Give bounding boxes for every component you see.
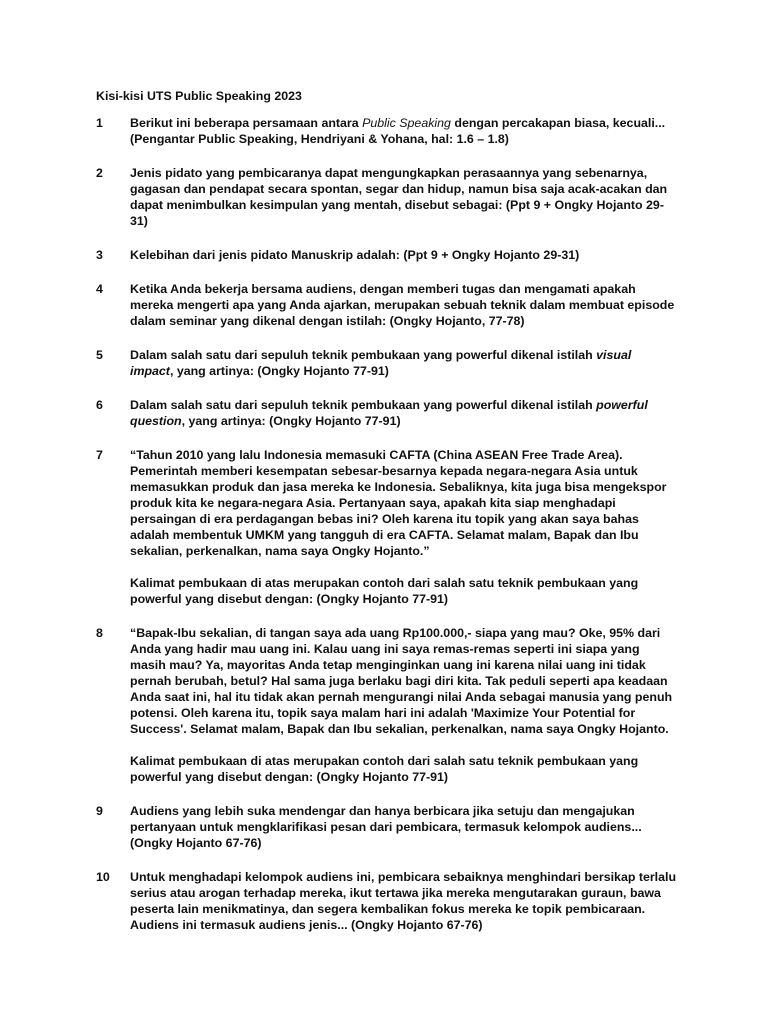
question-italic-term: powerful question xyxy=(130,398,648,428)
question-number: 5 xyxy=(96,348,103,362)
question-quote: “Tahun 2010 yang lalu Indonesia memasuki CAFTA (China ASEAN Free Trade Area). Pemerintah memberi kesempatan sebesar-besarnya kepada negara-negara Asia untuk memasukkan produk dan jasa mereka ke Indonesia. Sebaliknya, kita juga bisa mengekspor produk kita ke negara-negara Asia. Pertanyaan saya, apakah kita siap menghadapi persaingan di era perdagangan bebas ini? Oleh karena itu topik yang akan saya bahas adalah membentuk UMKM yang tangguh di era CAFTA. Selamat malam, Bapak dan Ibu sekalian, perkenalkan, nama saya Ongky Hojanto.” xyxy=(130,448,667,558)
question-number: 9 xyxy=(96,804,103,818)
question-text-part: Dalam salah satu dari sepuluh teknik pembukaan yang powerful dikenal istilah xyxy=(130,398,597,412)
question-item xyxy=(96,247,678,263)
question-number: 8 xyxy=(96,626,103,640)
question-text xyxy=(130,447,678,607)
question-item xyxy=(96,281,678,329)
question-number: 1 xyxy=(96,116,103,130)
question-item xyxy=(96,869,678,933)
question-text-part: Dalam salah satu dari sepuluh teknik pembukaan yang powerful dikenal istilah xyxy=(130,348,597,362)
question-item xyxy=(96,397,678,429)
question-number: 6 xyxy=(96,398,103,412)
question-number: 7 xyxy=(96,448,103,462)
question-text xyxy=(130,625,678,785)
question-number: 2 xyxy=(96,166,103,180)
question-number: 10 xyxy=(96,870,110,884)
document-title: Kisi-kisi UTS Public Speaking 2023 xyxy=(96,89,302,103)
question-number: 3 xyxy=(96,248,103,262)
question-text xyxy=(130,347,678,379)
question-text: Untuk menghadapi kelompok audiens ini, pembicara sebaiknya menghindari bersikap terlalu serius atau arogan terhadap mereka, ikut tertawa jika mereka mengutarakan guraun, bawa peserta lain menikmatinya, dan segera kembalikan fokus mereka ke topik pembicaraan. Audiens ini termasuk audiens jenis... (Ongky Hojanto 67-76) xyxy=(130,870,677,932)
question-item xyxy=(96,447,678,607)
question-text xyxy=(130,115,678,147)
question-text-part: , yang artinya: (Ongky Hojanto 77-91) xyxy=(181,414,401,428)
question-italic-term: visual impact xyxy=(130,348,632,378)
question-item xyxy=(96,115,678,147)
question-prompt: Kalimat pembukaan di atas merupakan contoh dari salah satu teknik pembukaan yang powerful yang disebut dengan: (Ongky Hojanto 77-91) xyxy=(130,754,639,784)
question-item xyxy=(96,803,678,851)
question-item xyxy=(96,347,678,379)
question-italic-term: Public Speaking xyxy=(362,116,451,130)
question-text: Kelebihan dari jenis pidato Manuskrip adalah: (Ppt 9 + Ongky Hojanto 29-31) xyxy=(130,248,580,262)
question-text-part: dengan percakapan biasa, kecuali... (Pengantar Public Speaking, Hendriyani & Yohana, hal: 1.6 – 1.8) xyxy=(130,116,666,146)
question-text: Ketika Anda bekerja bersama audiens, dengan memberi tugas dan mengamati apakah mereka mengerti apa yang Anda ajarkan, merupakan sebuah teknik dalam membuat episode dalam seminar yang dikenal dengan istilah: (Ongky Hojanto, 77-78) xyxy=(130,282,675,328)
question-prompt: Kalimat pembukaan di atas merupakan contoh dari salah satu teknik pembukaan yang powerful yang disebut dengan: (Ongky Hojanto 77-91) xyxy=(130,576,639,606)
question-text: Audiens yang lebih suka mendengar dan hanya berbicara jika setuju dan mengajukan pertanyaan untuk mengklarifikasi pesan dari pembicara, termasuk kelompok audiens... (Ongky Hojanto 67-76) xyxy=(130,804,642,850)
question-item xyxy=(96,625,678,785)
question-text: Jenis pidato yang pembicaranya dapat mengungkapkan perasaannya yang sebenarnya, gagasan dan pendapat secara spontan, segar dan hidup, namun bisa saja acak-acakan dan dapat menimbulkan kesimpulan yang mentah, disebut sebagai: (Ppt 9 + Ongky Hojanto 29-31) xyxy=(130,166,668,228)
question-item xyxy=(96,165,678,229)
question-quote: “Bapak-Ibu sekalian, di tangan saya ada uang Rp100.000,- siapa yang mau? Oke, 95% dari Anda yang hadir mau uang ini. Kalau uang ini saya remas-remas seperti ini siapa yang masih mau? Ya, mayoritas Anda tetap menginginkan uang ini karena nilai uang ini tidak pernah berubah, betul? Hal sama juga berlaku bagi diri kita. Tak peduli seperti apa keadaan Anda saat ini, hal itu tidak akan pernah mengurangi nilai Anda sebagai manusia yang penuh potensi. Oleh karena itu, topik saya malam hari ini adalah 'Maximize Your Potential for Success'. Selamat malam, Bapak dan Ibu sekalian, perkenalkan, nama saya Ongky Hojanto. xyxy=(130,626,673,736)
question-text-part: , yang artinya: (Ongky Hojanto 77-91) xyxy=(169,364,389,378)
question-number: 4 xyxy=(96,282,103,296)
question-text xyxy=(130,397,678,429)
question-text-part: Berikut ini beberapa persamaan antara xyxy=(130,116,363,130)
